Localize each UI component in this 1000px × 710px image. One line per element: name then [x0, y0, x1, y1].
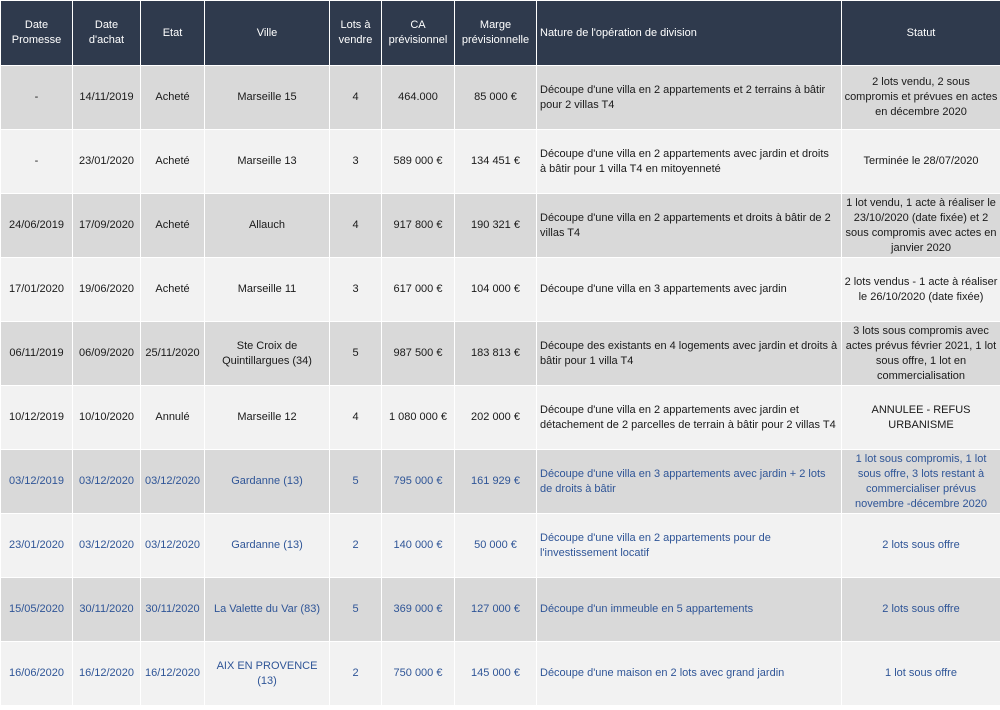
- col-header-ca: CA prévisionnel: [382, 1, 455, 66]
- col-header-lots: Lots à vendre: [330, 1, 382, 66]
- cell-statut: Terminée le 28/07/2020: [842, 130, 1000, 194]
- cell-marge: 104 000 €: [455, 258, 537, 322]
- col-header-ville: Ville: [205, 1, 330, 66]
- cell-date-achat: 17/09/2020: [73, 194, 141, 258]
- cell-lots: 4: [330, 66, 382, 130]
- cell-ville: Marseille 15: [205, 66, 330, 130]
- cell-date-promesse: 24/06/2019: [1, 194, 73, 258]
- cell-ca: 617 000 €: [382, 258, 455, 322]
- table-row: [1, 514, 1000, 578]
- col-header-statut: Statut: [842, 1, 1000, 66]
- cell-ville: La Valette du Var (83): [205, 578, 330, 642]
- cell-statut: 1 lot vendu, 1 acte à réaliser le 23/10/2020 (date fixée) et 2 sous compromis avec actes en janvier 2020: [842, 194, 1000, 258]
- cell-marge: 50 000 €: [455, 514, 537, 578]
- cell-ca: 917 800 €: [382, 194, 455, 258]
- table-row: [1, 194, 1000, 258]
- cell-ca: 750 000 €: [382, 642, 455, 706]
- cell-statut: 2 lots vendus - 1 acte à réaliser le 26/10/2020 (date fixée): [842, 258, 1000, 322]
- cell-lots: 2: [330, 642, 382, 706]
- cell-nature: Découpe d'une villa en 2 appartements pour de l'investissement locatif: [537, 514, 842, 578]
- cell-date-promesse: 06/11/2019: [1, 322, 73, 386]
- cell-marge: 183 813 €: [455, 322, 537, 386]
- cell-etat: 03/12/2020: [141, 450, 205, 514]
- cell-nature: Découpe d'une villa en 2 appartements avec jardin et détachement de 2 parcelles de terrain à bâtir pour 2 villas T4: [537, 386, 842, 450]
- cell-etat: 30/11/2020: [141, 578, 205, 642]
- cell-date-promesse: 15/05/2020: [1, 578, 73, 642]
- cell-etat: 25/11/2020: [141, 322, 205, 386]
- cell-ca: 140 000 €: [382, 514, 455, 578]
- cell-statut: 3 lots sous compromis avec actes prévus février 2021, 1 lot sous offre, 1 lot en commercialisation: [842, 322, 1000, 386]
- cell-ville: Marseille 12: [205, 386, 330, 450]
- cell-nature: Découpe d'une villa en 3 appartements avec jardin + 2 lots de droits à bâtir: [537, 450, 842, 514]
- cell-lots: 4: [330, 194, 382, 258]
- table-row: [1, 130, 1000, 194]
- cell-marge: 134 451 €: [455, 130, 537, 194]
- cell-etat: Acheté: [141, 258, 205, 322]
- cell-marge: 127 000 €: [455, 578, 537, 642]
- cell-etat: Acheté: [141, 66, 205, 130]
- cell-ville: Ste Croix de Quintillargues (34): [205, 322, 330, 386]
- cell-date-promesse: 23/01/2020: [1, 514, 73, 578]
- cell-nature: Découpe d'une maison en 2 lots avec grand jardin: [537, 642, 842, 706]
- col-header-etat: Etat: [141, 1, 205, 66]
- cell-ville: AIX EN PROVENCE (13): [205, 642, 330, 706]
- table-row: [1, 386, 1000, 450]
- cell-etat: Acheté: [141, 194, 205, 258]
- cell-lots: 5: [330, 322, 382, 386]
- cell-date-achat: 10/10/2020: [73, 386, 141, 450]
- cell-statut: 2 lots vendu, 2 sous compromis et prévues en actes en décembre 2020: [842, 66, 1000, 130]
- cell-nature: Découpe des existants en 4 logements avec jardin et droits à bâtir pour 1 villa T4: [537, 322, 842, 386]
- table-row: [1, 258, 1000, 322]
- cell-date-achat: 14/11/2019: [73, 66, 141, 130]
- cell-ca: 464.000: [382, 66, 455, 130]
- cell-date-achat: 16/12/2020: [73, 642, 141, 706]
- cell-statut: 2 lots sous offre: [842, 514, 1000, 578]
- cell-marge: 85 000 €: [455, 66, 537, 130]
- cell-marge: 145 000 €: [455, 642, 537, 706]
- cell-etat: Acheté: [141, 130, 205, 194]
- cell-lots: 3: [330, 130, 382, 194]
- col-header-date-achat: Date d'achat: [73, 1, 141, 66]
- cell-date-promesse: -: [1, 130, 73, 194]
- cell-date-achat: 03/12/2020: [73, 450, 141, 514]
- cell-ville: Gardanne (13): [205, 450, 330, 514]
- cell-lots: 4: [330, 386, 382, 450]
- cell-ville: Marseille 13: [205, 130, 330, 194]
- cell-lots: 5: [330, 450, 382, 514]
- table-header-row: [1, 1, 1000, 66]
- cell-lots: 3: [330, 258, 382, 322]
- cell-ca: 589 000 €: [382, 130, 455, 194]
- cell-etat: 03/12/2020: [141, 514, 205, 578]
- cell-date-promesse: 16/06/2020: [1, 642, 73, 706]
- cell-statut: ANNULEE - REFUS URBANISME: [842, 386, 1000, 450]
- cell-nature: Découpe d'une villa en 2 appartements avec jardin et droits à bâtir pour 1 villa T4 en mitoyenneté: [537, 130, 842, 194]
- cell-statut: 2 lots sous offre: [842, 578, 1000, 642]
- table-row: [1, 322, 1000, 386]
- cell-etat: 16/12/2020: [141, 642, 205, 706]
- cell-nature: Découpe d'une villa en 3 appartements avec jardin: [537, 258, 842, 322]
- cell-nature: Découpe d'une villa en 2 appartements et droits à bâtir de 2 villas T4: [537, 194, 842, 258]
- cell-ville: Allauch: [205, 194, 330, 258]
- cell-nature: Découpe d'un immeuble en 5 appartements: [537, 578, 842, 642]
- cell-ville: Marseille 11: [205, 258, 330, 322]
- cell-statut: 1 lot sous compromis, 1 lot sous offre, 3 lots restant à commercialiser prévus novembre -décembre 2020: [842, 450, 1000, 514]
- cell-date-achat: 23/01/2020: [73, 130, 141, 194]
- table-row: [1, 450, 1000, 514]
- table-body: [1, 66, 1000, 706]
- cell-marge: 161 929 €: [455, 450, 537, 514]
- cell-marge: 202 000 €: [455, 386, 537, 450]
- table-row: [1, 578, 1000, 642]
- cell-nature: Découpe d'une villa en 2 appartements et 2 terrains à bâtir pour 2 villas T4: [537, 66, 842, 130]
- cell-date-achat: 03/12/2020: [73, 514, 141, 578]
- table-row: [1, 66, 1000, 130]
- cell-marge: 190 321 €: [455, 194, 537, 258]
- cell-ca: 1 080 000 €: [382, 386, 455, 450]
- cell-ca: 369 000 €: [382, 578, 455, 642]
- cell-statut: 1 lot sous offre: [842, 642, 1000, 706]
- cell-date-achat: 06/09/2020: [73, 322, 141, 386]
- cell-ca: 987 500 €: [382, 322, 455, 386]
- col-header-nature: Nature de l'opération de division: [537, 1, 842, 66]
- cell-date-achat: 19/06/2020: [73, 258, 141, 322]
- cell-ca: 795 000 €: [382, 450, 455, 514]
- col-header-marge: Marge prévisionnelle: [455, 1, 537, 66]
- cell-lots: 2: [330, 514, 382, 578]
- cell-date-promesse: 17/01/2020: [1, 258, 73, 322]
- cell-date-promesse: 10/12/2019: [1, 386, 73, 450]
- cell-lots: 5: [330, 578, 382, 642]
- cell-date-promesse: -: [1, 66, 73, 130]
- col-header-date-promesse: Date Promesse: [1, 1, 73, 66]
- cell-date-achat: 30/11/2020: [73, 578, 141, 642]
- cell-date-promesse: 03/12/2019: [1, 450, 73, 514]
- cell-etat: Annulé: [141, 386, 205, 450]
- cell-ville: Gardanne (13): [205, 514, 330, 578]
- table-row: [1, 642, 1000, 706]
